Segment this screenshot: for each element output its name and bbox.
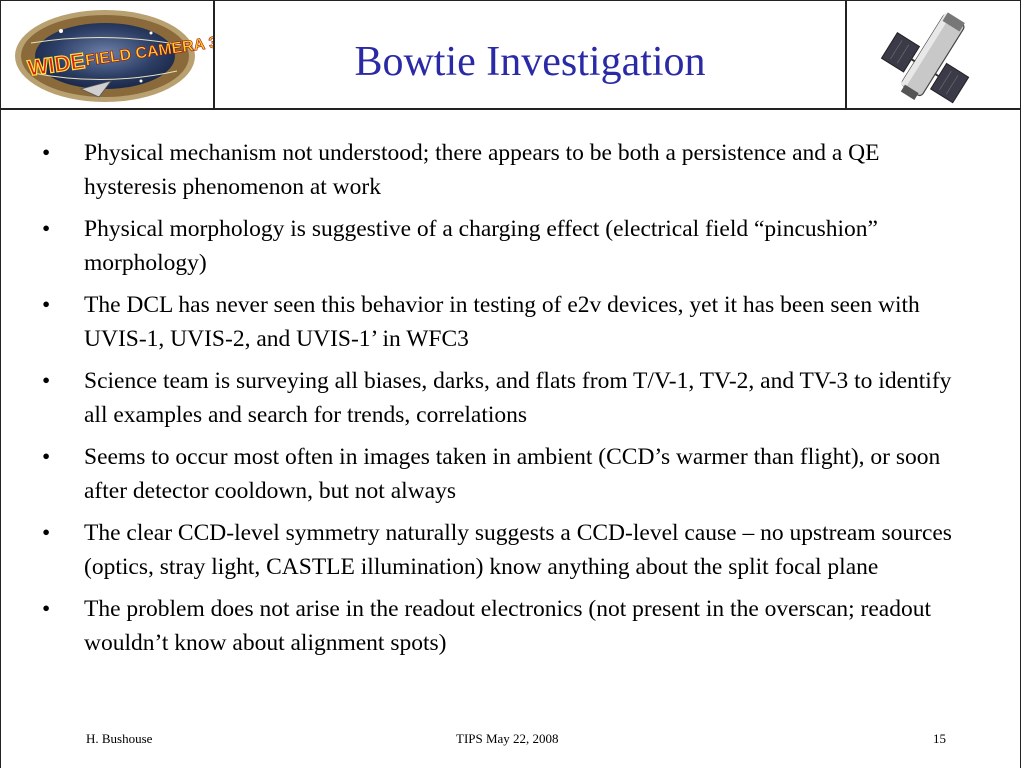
bullet-item [42, 516, 972, 584]
bullet-glyph: • [42, 444, 51, 470]
bullet-glyph: • [42, 292, 51, 318]
bullet-item [42, 288, 972, 356]
bullet-text: The DCL has never seen this behavior in testing of e2v devices, yet it has been seen with UVIS-1, UVIS-2, and UVIS-1’ in WFC3 [84, 292, 920, 352]
bullet-glyph: • [42, 596, 51, 622]
slide-header [0, 0, 1021, 110]
svg-text:FIELD CAMERA 3: FIELD CAMERA 3 [84, 34, 213, 70]
bullet-item [42, 592, 972, 660]
bullet-item [42, 136, 972, 204]
bullet-text: Physical morphology is suggestive of a charging effect (electrical field “pincushion” morphology) [84, 216, 878, 276]
bullet-item [42, 364, 972, 432]
footer-event: TIPS May 22, 2008 [456, 731, 559, 746]
bullet-item [42, 212, 972, 280]
hubble-telescope-icon [847, 1, 1020, 109]
satellite-cell [847, 1, 1020, 109]
footer-author: H. Bushouse [86, 731, 153, 746]
svg-text:WIDE: WIDE [26, 47, 87, 81]
bullet-item [42, 440, 972, 508]
bullet-glyph: • [42, 368, 51, 394]
bullet-glyph: • [42, 140, 51, 166]
wfc3-logo [1, 1, 213, 109]
bullet-text: Science team is surveying all biases, darks, and flats from T/V-1, TV-2, and TV-3 to identify all examples and search for trends, correlations [84, 368, 952, 428]
bullet-text: Seems to occur most often in images taken in ambient (CCD’s warmer than flight), or soon after detector cooldown, but not always [84, 444, 941, 504]
bullet-text: The clear CCD-level symmetry naturally suggests a CCD-level cause – no upstream sources (optics, stray light, CASTLE illumination) know anything about the split focal plane [84, 520, 952, 580]
logo-cell [1, 1, 215, 109]
bullet-glyph: • [42, 520, 51, 546]
bullet-glyph: • [42, 216, 51, 242]
bullet-text: Physical mechanism not understood; there appears to be both a persistence and a QE hysteresis phenomenon at work [84, 140, 880, 200]
bullet-text: The problem does not arise in the readout electronics (not present in the overscan; readout wouldn’t know about alignment spots) [84, 596, 932, 656]
bullet-list [42, 136, 972, 668]
footer-page-number: 15 [933, 731, 946, 746]
title-cell [215, 1, 847, 109]
slide-title: Bowtie Investigation [354, 39, 706, 85]
